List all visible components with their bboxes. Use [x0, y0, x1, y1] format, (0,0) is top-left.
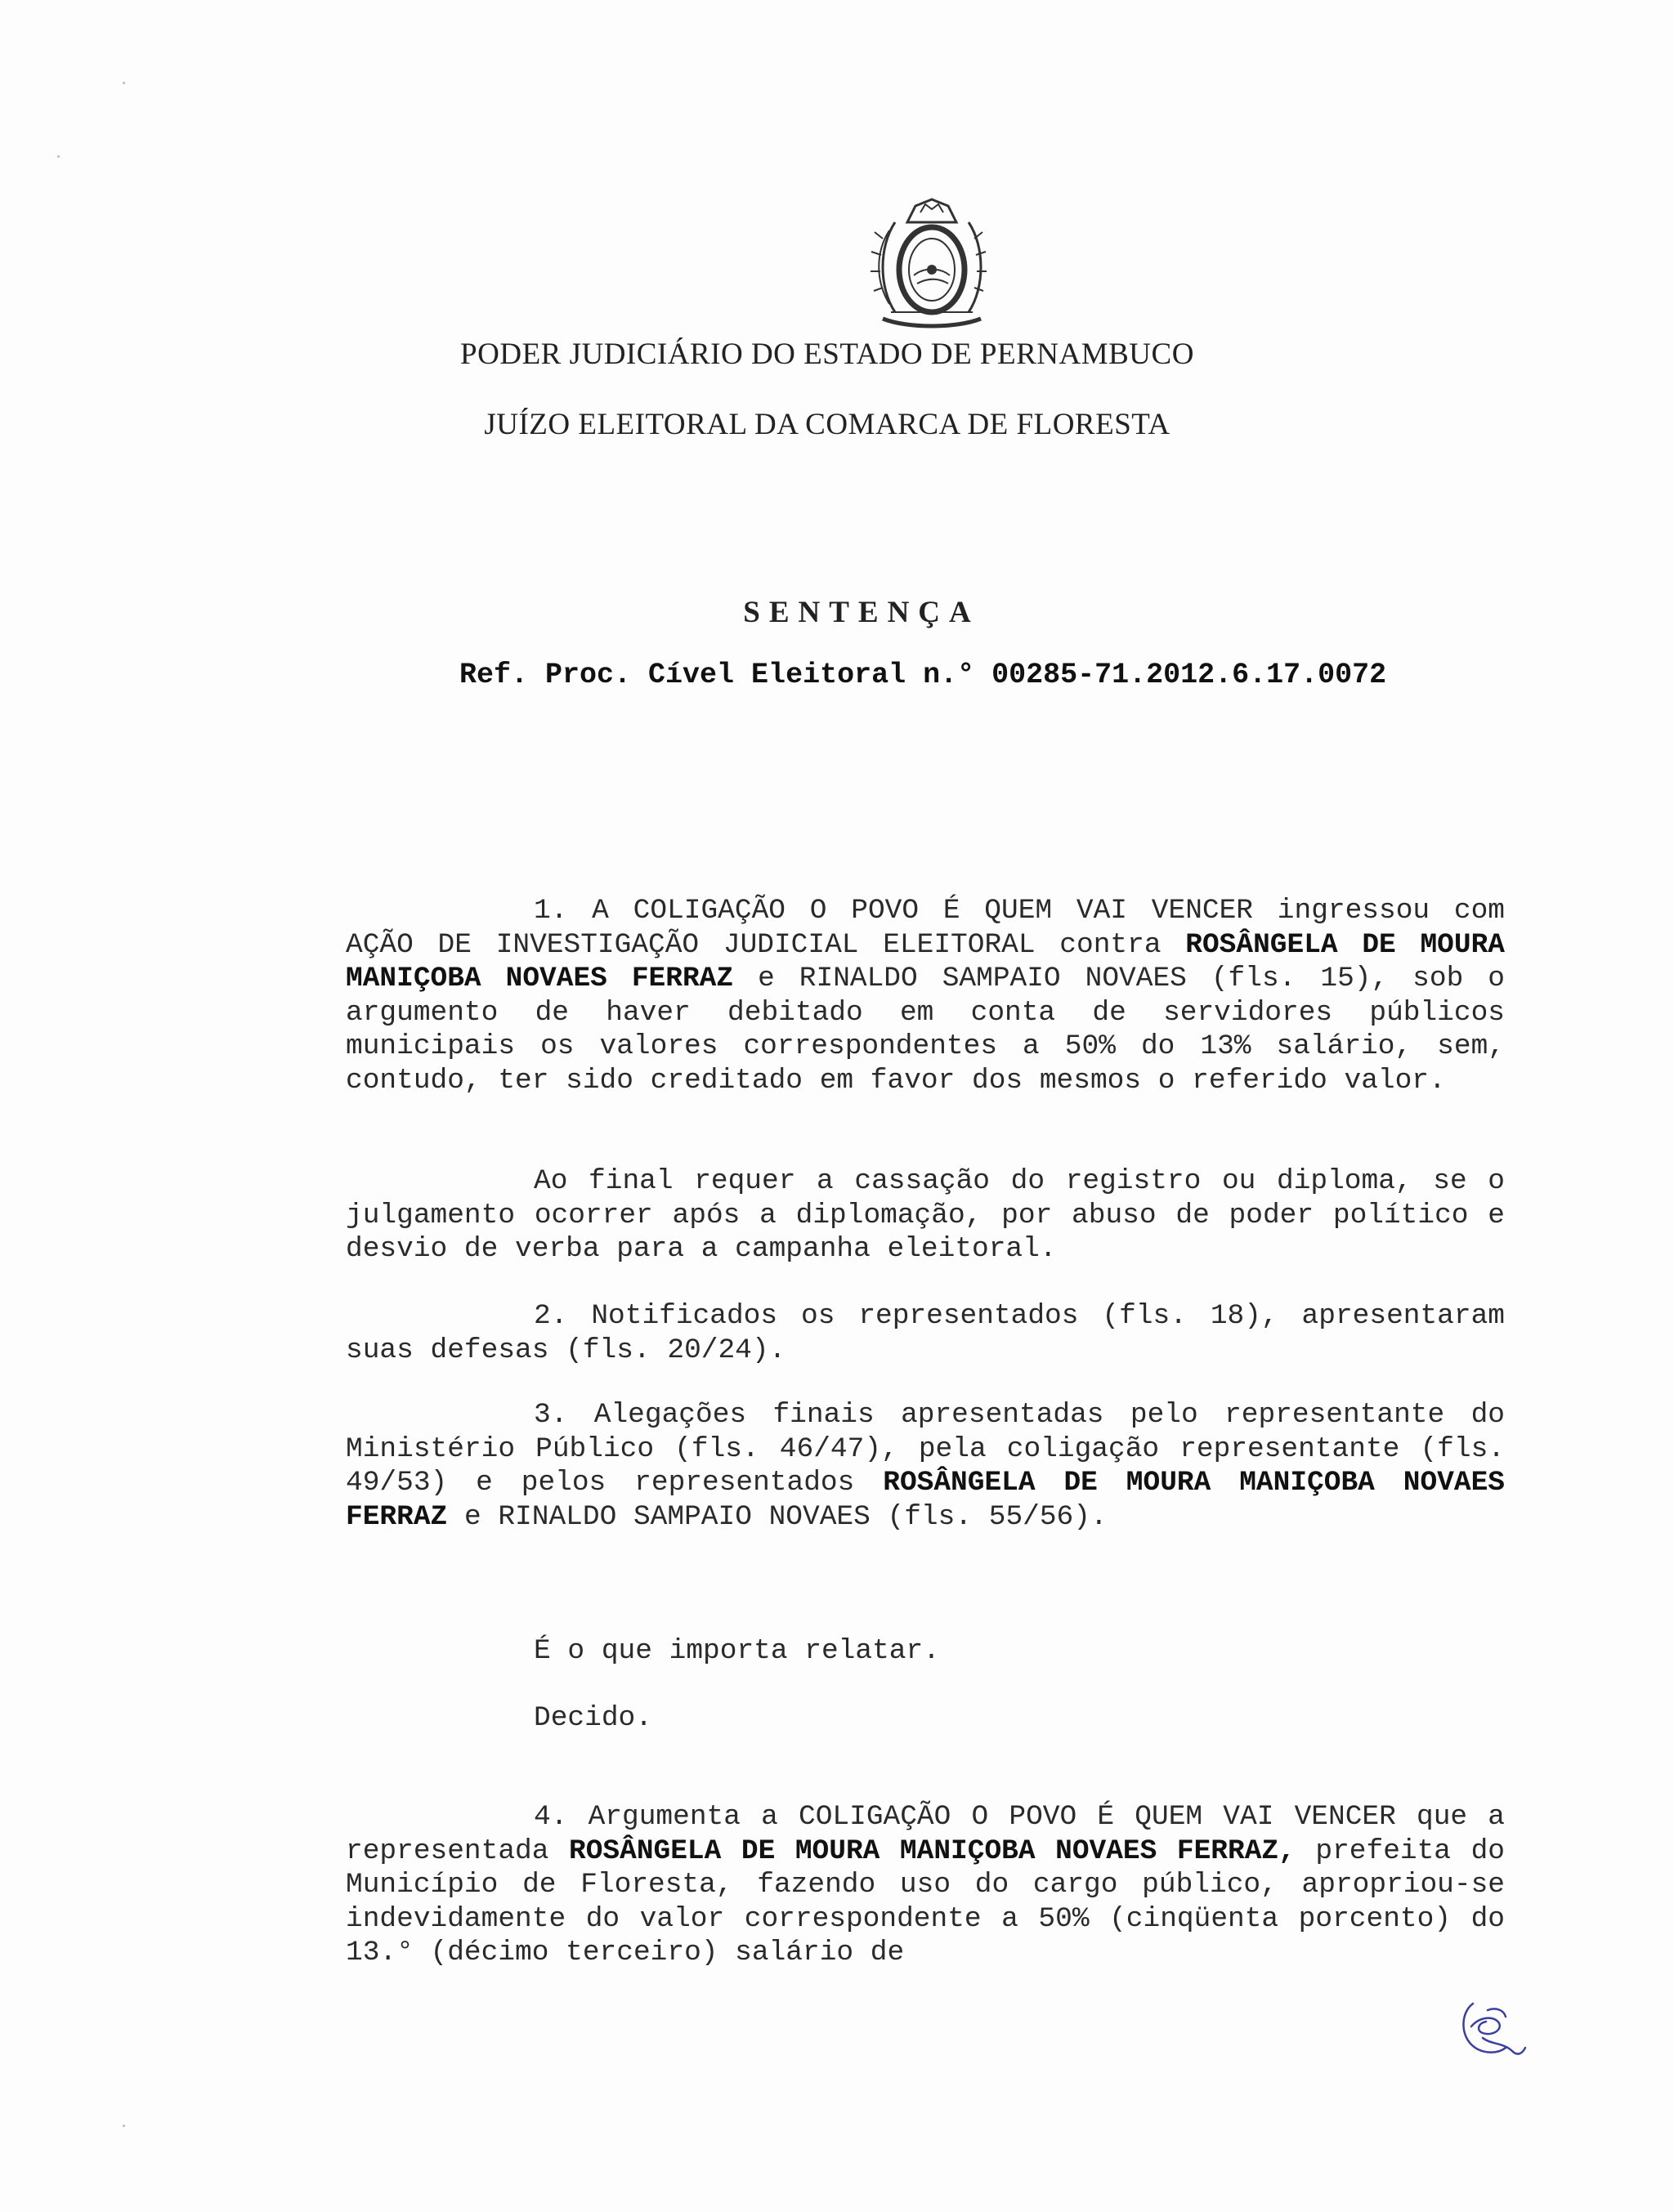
paragraph-5: É o que importa relatar. [534, 1635, 940, 1667]
handwritten-initials-icon [1455, 1994, 1529, 2067]
defendant-name: ROSÂNGELA DE MOURA MANIÇOBA NOVAES FERRAZ, [569, 1834, 1296, 1867]
court-division: JUÍZO ELEITORAL DA COMARCA DE FLORESTA [484, 408, 1170, 441]
paragraph-1: 1. A COLIGAÇÃO O POVO É QUEM VAI VENCER ingressou com AÇÃO DE INVESTIGAÇÃO JUDICIAL ELEITORAL contra ROSÂNGELA DE MOURA MANIÇOBA NOVAES FERRAZ e RINALDO SAMPAIO NOVAES (fls. 15), sob o argumento de haver debitado em conta de servidores públicos municipais os valores correspondentes a 50% do 13% salário, sem, contudo, ter sido creditado em favor dos mesmos o referido valor. [346, 895, 1505, 1097]
paragraph-6: Decido. [534, 1702, 652, 1734]
paragraph-4: 3. Alegações finais apresentadas pelo representante do Ministério Público (fls. 46/47), pela coligação representante (fls. 49/53) e pelos representados ROSÂNGELA DE MOURA MANIÇOBA NOVAES FERRAZ e RINALDO SAMPAIO NOVAES (fls. 55/56). [346, 1399, 1505, 1533]
paragraph-7: 4. Argumenta a COLIGAÇÃO O POVO É QUEM VAI VENCER que a representada ROSÂNGELA DE MOURA MANIÇOBA NOVAES FERRAZ, prefeita do Município de Floresta, fazendo uso do cargo público, apropriou-se indevidamente do valor correspondente a 50% (cinqüenta porcento) do 13.° (décimo terceiro) salário de [346, 1801, 1505, 1968]
paragraph-2: Ao final requer a cassação do registro ou diploma, se o julgamento ocorrer após a diplomação, por abuso de poder político e desvio de verba para a campanha eleitoral. [346, 1165, 1505, 1265]
pernambuco-coat-of-arms-icon [850, 190, 1014, 337]
defendant-name: ROSÂNGELA DE MOURA MANIÇOBA NOVAES FERRAZ [346, 928, 1505, 994]
defendant-name: ROSÂNGELA DE MOURA MANIÇOBA NOVAES FERRAZ [346, 1467, 1505, 1533]
court-name: PODER JUDICIÁRIO DO ESTADO DE PERNAMBUCO [460, 337, 1194, 371]
paragraph-3: 2. Notificados os representados (fls. 18), apresentaram suas defesas (fls. 20/24). [346, 1300, 1505, 1366]
process-reference: Ref. Proc. Cível Eleitoral n.° 00285-71.2012.6.17.0072 [459, 659, 1387, 691]
document-title: SENTENÇA [743, 596, 980, 629]
